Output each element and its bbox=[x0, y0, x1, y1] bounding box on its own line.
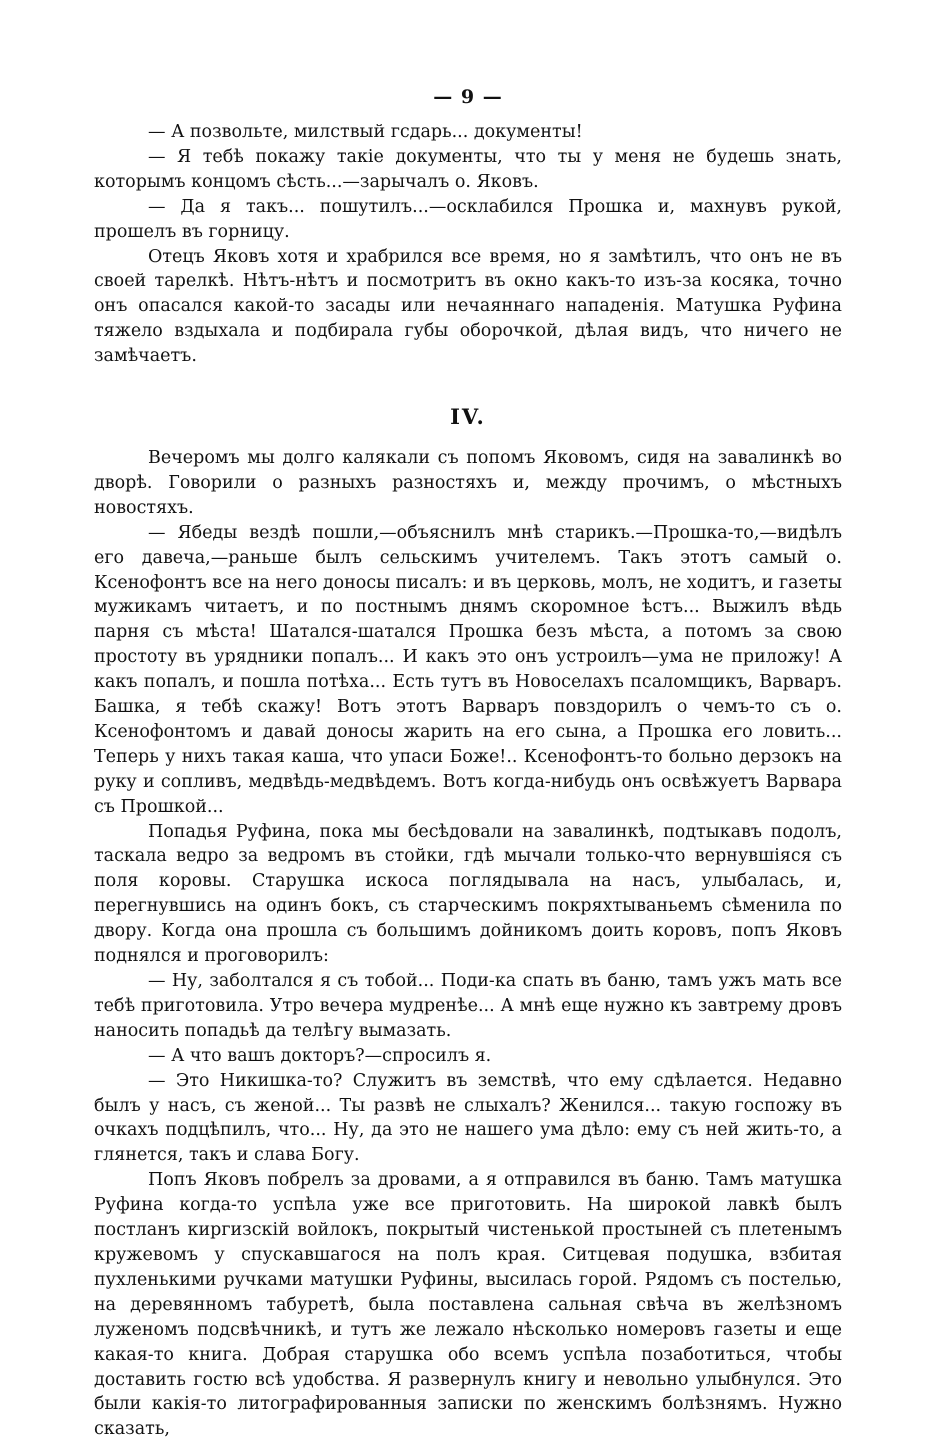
body-text bbox=[94, 120, 842, 1442]
paragraph: — Да я такъ... пошутилъ...—осклабился Прошка и, махнувъ рукой, прошелъ въ горницу. bbox=[94, 196, 842, 242]
paragraph: — Ну, заболтался я съ тобой... Поди-ка спать въ баню, тамъ ужъ мать все тебѣ приготовила. Утро вечера мудренѣе... А мнѣ еще нужно къ завтрему дровъ наносить попадьѣ да телѣгу вымазать. bbox=[94, 971, 842, 1041]
paragraph: Попадья Руфина, пока мы бесѣдовали на завалинкѣ, подтыкавъ подолъ, таскала ведро за ведромъ въ стойки, гдѣ мычали только-что вернувшіяся съ поля коровы. Старушка искоса поглядывала на насъ, улыбалась, и, перегнувшись на одинъ бокъ, съ старческимъ покряхтываньемъ сѣменила по двору. Когда она прошла съ большимъ дойникомъ доить коровъ, попъ Яковъ поднялся и проговорилъ: bbox=[94, 821, 842, 967]
paragraph: — Ябеды вездѣ пошли,—объяснилъ мнѣ старикъ.—Прошка-то,—видѣлъ его давеча,—раньше былъ сельскимъ учителемъ. Такъ этотъ самый о. Ксенофонтъ все на него доносы писалъ: и въ церковь, молъ, не ходитъ, и газеты мужикамъ читаетъ, и по постнымъ днямъ скоромное ѣстъ... Выжилъ вѣдь парня съ мѣста! Шатался-шатался Прошка безъ мѣста, а потомъ за свою простоту въ урядники попалъ... И какъ это онъ устроилъ—ума не приложу! А какъ попалъ, и пошла потѣха... Есть тутъ въ Новоселахъ псаломщикъ, Варваръ. Башка, я тебѣ скажу! Вотъ этотъ Варваръ повздорилъ о чемъ-то съ о. Ксенофонтомъ и давай доносы жарить на его сына, а Прошка его ловить... Теперь у нихъ такая каша, что упаси Боже!.. Ксенофонтъ-то больно дерзокъ на руку и сопливъ, медвѣдь-медвѣдемъ. Вотъ когда-нибудь онъ освѣжуетъ Варвара съ Прошкой... bbox=[94, 522, 842, 817]
paragraph: — Это Никишка-то? Служитъ въ земствѣ, что ему сдѣлается. Недавно былъ у насъ, съ женой... Ты развѣ не слыхалъ? Женился... такую госпожу въ очкахъ подцѣпилъ, что... Ну, да это не нашего ума дѣло: ему съ ней жить-то, а глянется, такъ и слава Богу. bbox=[94, 1070, 842, 1166]
paragraph: — А что вашъ докторъ?—спросилъ я. bbox=[148, 1045, 492, 1066]
paragraph: — А позвольте, милствый гсдарь... документы! bbox=[148, 122, 583, 142]
chapter-heading: IV. bbox=[450, 404, 486, 430]
paragraph: — Я тебѣ покажу такіе документы, что ты у меня не будешь знать, которымъ концомъ сѣсть...—зарычалъ о. Яковъ. bbox=[94, 146, 842, 192]
paragraph: Вечеромъ мы долго калякали съ попомъ Яковомъ, сидя на завалинкѣ во дворѣ. Говорили о разныхъ разностяхъ и, между прочимъ, о мѣстныхъ новостяхъ. bbox=[94, 447, 842, 518]
paragraph: Отецъ Яковъ хотя и храбрился все время, но я замѣтилъ, что онъ не въ своей тарелкѣ. Нѣтъ-нѣтъ и посмотритъ въ окно какъ-то изъ-за косяка, точно онъ опасался какой-то засады или нечаяннаго нападенія. Матушка Руфина тяжело вздыхала и подбирала губы оборочкой, дѣлая видъ, что ничего не замѣчаетъ. bbox=[94, 246, 842, 367]
paragraph: Попъ Яковъ побрелъ за дровами, а я отправился въ баню. Тамъ матушка Руфина когда-то успѣла уже все приготовить. На широкой лавкѣ былъ постланъ киргизскій войлокъ, покрытый чистенькой простыней съ плетенымъ кружевомъ у спускавшагося на полъ края. Ситцевая подушка, взбитая пухленькими ручками матушки Руфины, высилась горой. Рядомъ съ постелью, на деревянномъ табуретѣ, была поставлена сальная свѣча въ желѣзномъ луженомъ подсвѣчникѣ, и тутъ же лежало нѣсколько номеровъ газеты и еще какая-то книга. Добрая старушка обо всемъ успѣла позаботиться, чтобы доставить гостю всѣ удобства. Я развернулъ книгу и невольно улыбнулся. Это были какія-то литографированныя записки по женскимъ болѣзнямъ. Нужно сказать, bbox=[94, 1170, 842, 1440]
page-number-header: — 9 — bbox=[433, 86, 503, 108]
